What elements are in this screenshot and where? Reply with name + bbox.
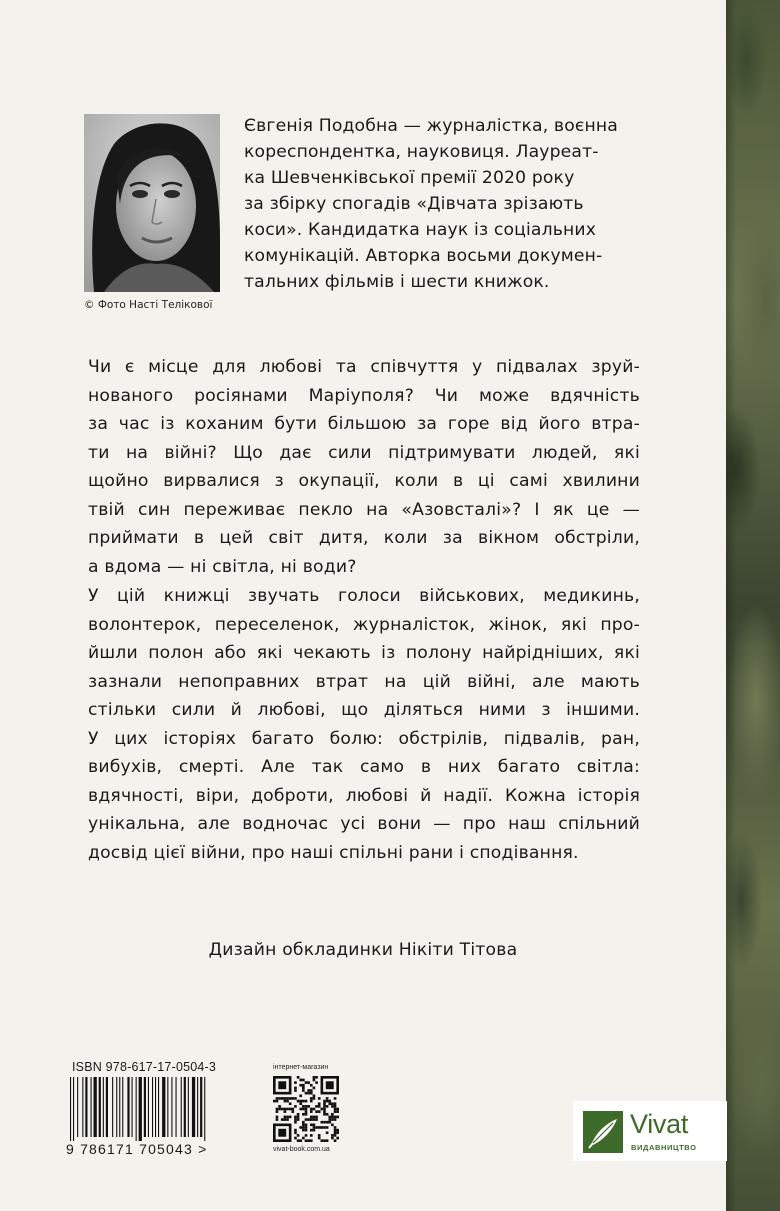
qr-module [294,1105,297,1108]
qr-module [302,1089,305,1092]
qr-module [291,1097,294,1100]
qr-module [334,1097,337,1100]
publisher-subtitle: ВИДАВНИЦТВО [631,1143,697,1152]
qr-module [294,1081,297,1084]
qr-module [313,1094,316,1097]
qr-module [299,1108,302,1111]
qr-module [334,1105,337,1108]
qr-module [315,1076,318,1079]
qr-module [313,1118,316,1121]
qr-module [331,1102,334,1105]
qr-module [331,1124,334,1127]
qr-module [326,1139,329,1142]
qr-module [315,1118,318,1121]
qr-module [334,1129,337,1132]
qr-module [313,1087,316,1090]
shop-label: інтернет-магазин [273,1064,329,1071]
qr-module [289,1102,292,1105]
bio-line: за збірку спогадів «Дівчата зрізають [244,194,584,214]
qr-module [318,1134,321,1137]
qr-module [310,1116,313,1119]
qr-module [326,1100,329,1103]
blurb-line: а вдома — ні світла, ні води? [88,556,357,577]
qr-finder [326,1081,334,1089]
author-bio [244,113,644,295]
qr-module [305,1134,308,1137]
qr-module [334,1110,337,1113]
qr-module [323,1105,326,1108]
qr-module [302,1129,305,1132]
barcode-bar [136,1077,137,1143]
qr-module [302,1100,305,1103]
qr-module [331,1105,334,1108]
qr-module [323,1121,326,1124]
qr-module [326,1097,329,1100]
qr-module [276,1118,279,1121]
qr-module [315,1081,318,1084]
bio-line: Євгенія Подобна — журналістка, воєнна [244,116,618,136]
barcode-bar [99,1077,101,1137]
qr-module [299,1102,302,1105]
qr-module [310,1139,313,1142]
qr-module [318,1137,321,1140]
qr-module [284,1110,287,1113]
barcode-bar [119,1077,120,1137]
qr-module [318,1110,321,1113]
qr-module [313,1097,316,1100]
qr-module [302,1105,305,1108]
qr-module [302,1124,305,1127]
qr-module [315,1110,318,1113]
qr-module [334,1126,337,1129]
qr-module [313,1116,316,1119]
bio-line: коси». Кандидатка наук із соціальних [244,220,597,240]
qr-module [291,1110,294,1113]
barcode-bar [188,1077,189,1137]
qr-module [310,1097,313,1100]
qr-finder [278,1129,286,1137]
qr-module [297,1134,300,1137]
qr-module [305,1126,308,1129]
barcode-bar [171,1077,172,1137]
qr-module [276,1116,279,1119]
barcode-bar [132,1077,133,1137]
barcode-bar [155,1077,156,1137]
qr-module [289,1108,292,1111]
qr-module [313,1129,316,1132]
qr-module [307,1105,310,1108]
qr-module [278,1105,281,1108]
blurb-line: приймати в цей світ дитя, коли за вікном обстріли, [88,528,640,548]
qr-module [307,1092,310,1095]
qr-module [307,1089,310,1092]
blurb-line: вибухів, смерті. Але так само в них багато світла: [88,757,640,777]
qr-module [305,1113,308,1116]
qr-module [310,1089,313,1092]
qr-module [315,1105,318,1108]
barcode-bar [106,1077,108,1137]
qr-module [310,1134,313,1137]
qr-module [326,1126,329,1129]
qr-module [305,1100,308,1103]
qr-module [318,1097,321,1100]
qr-module [302,1087,305,1090]
qr-module [336,1129,339,1132]
qr-module [318,1105,321,1108]
qr-module [294,1097,297,1100]
qr-module [326,1131,329,1134]
qr-module [310,1084,313,1087]
qr-module [318,1102,321,1105]
qr-module [305,1108,308,1111]
qr-module [321,1139,324,1142]
qr-module [310,1108,313,1111]
barcode-bar [116,1077,117,1137]
qr-module [299,1100,302,1103]
barcode-bar [197,1077,198,1137]
qr-module [278,1097,281,1100]
qr-module [328,1102,331,1105]
qr-module [323,1110,326,1113]
qr-module [336,1110,339,1113]
qr-module [310,1100,313,1103]
feather-icon [583,1111,623,1153]
blurb-line: унікальна, але водночас усі вони — про наш спільний [88,814,640,834]
qr-module [305,1118,308,1121]
qr-module [286,1118,289,1121]
qr-module [284,1116,287,1119]
blurb-line: за час із коханим бути більшою за горе від його втра- [88,414,640,434]
qr-module [294,1121,297,1124]
barcode-bar [176,1077,177,1137]
barcode-bar [144,1077,146,1137]
qr-module [302,1113,305,1116]
shop-url: vivat-book.com.ua [273,1146,330,1153]
blurb-line: волонтерок, переселенок, журналісток, жінок, які про- [88,614,640,635]
qr-module [323,1139,326,1142]
qr-module [286,1097,289,1100]
qr-module [299,1084,302,1087]
qr-module [323,1108,326,1111]
qr-module [273,1100,276,1103]
qr-module [294,1137,297,1140]
barcode-bar [70,1077,71,1143]
barcode-bar [91,1077,92,1137]
qr-module [331,1134,334,1137]
barcode-bar [82,1077,83,1137]
qr-module [328,1100,331,1103]
qr-module [334,1116,337,1119]
qr-module [331,1118,334,1121]
barcode-bar [94,1077,97,1137]
qr-module [276,1097,279,1100]
qr-module [305,1124,308,1127]
qr-module [334,1102,337,1105]
barcode [66,1077,244,1143]
qr-module [313,1124,316,1127]
qr-module [305,1105,308,1108]
qr-module [318,1126,321,1129]
qr-module [336,1116,339,1119]
qr-module [305,1110,308,1113]
qr-module [331,1137,334,1140]
qr-module [281,1097,284,1100]
qr-module [302,1126,305,1129]
qr-module [328,1118,331,1121]
qr-module [305,1092,308,1095]
qr-module [313,1079,316,1082]
qr-module [331,1116,334,1119]
barcode-bar [103,1077,104,1137]
qr-module [294,1116,297,1119]
barcode-bar [181,1077,182,1137]
qr-code[interactable] [273,1076,339,1142]
qr-module [326,1121,329,1124]
barcode-bar [85,1077,87,1137]
barcode-bar [139,1077,142,1143]
qr-module [284,1118,287,1121]
qr-module [297,1116,300,1119]
qr-module [276,1108,279,1111]
blurb-line: вдячності, віри, доброти, любові й надії. Кожна історія [88,785,640,806]
qr-module [326,1105,329,1108]
qr-module [310,1118,313,1121]
barcode-bar [152,1077,153,1137]
qr-module [302,1108,305,1111]
qr-module [302,1121,305,1124]
qr-module [307,1081,310,1084]
qr-module [294,1089,297,1092]
qr-module [284,1100,287,1103]
qr-module [278,1108,281,1111]
qr-module [302,1079,305,1082]
qr-module [284,1108,287,1111]
blurb-paragraph-1 [88,353,640,581]
barcode-bar [184,1077,186,1137]
qr-module [286,1108,289,1111]
qr-module [299,1126,302,1129]
qr-module [326,1113,329,1116]
qr-module [302,1137,305,1140]
qr-module [294,1087,297,1090]
bio-line: комунікацій. Авторка восьми докумен- [244,246,603,266]
author-photo [84,114,220,292]
qr-module [286,1100,289,1103]
bio-line: ка Шевченківської премії 2020 року [244,168,575,188]
qr-module [305,1139,308,1142]
qr-module [323,1100,326,1103]
barcode-bar [162,1077,165,1137]
qr-module [305,1129,308,1132]
qr-module [284,1097,287,1100]
qr-module [299,1139,302,1142]
qr-module [299,1079,302,1082]
qr-module [321,1121,324,1124]
blurb-line: ти на війні? Що дає сили підтримувати людей, які [88,442,640,463]
qr-module [334,1139,337,1142]
blurb-line: твій син переживає пекло на «Азовсталі»? І як це — [88,499,640,520]
blurb-line: щойно вирвалися з окупації, коли в ці самі хвилини [88,471,640,491]
qr-module [336,1131,339,1134]
bio-line: тальних фільмів і шести книжок. [244,272,550,292]
qr-module [336,1108,339,1111]
qr-module [299,1094,302,1097]
barcode-bar [167,1077,168,1137]
qr-module [297,1139,300,1142]
qr-module [313,1126,316,1129]
qr-module [294,1118,297,1121]
blurb-line: досвід цієї війни, про наші спільні рани і сподівання. [88,842,579,863]
qr-module [336,1137,339,1140]
blurb-line: зазнали непоправних втрат на цій війні, але мають [88,671,640,692]
qr-module [294,1131,297,1134]
qr-module [305,1081,308,1084]
qr-module [328,1116,331,1119]
qr-module [289,1116,292,1119]
qr-module [334,1118,337,1121]
qr-module [315,1126,318,1129]
barcode-bar [148,1077,149,1137]
qr-module [297,1113,300,1116]
blurb-line: У цих історіях багато болю: обстрілів, підвалів, ран, [88,728,640,749]
qr-module [334,1134,337,1137]
blurb-line: Чи є місце для любові та співчуття у підвалах зруй- [88,357,640,377]
qr-module [310,1129,313,1132]
qr-module [307,1139,310,1142]
barcode-bar [77,1077,78,1137]
qr-module [276,1110,279,1113]
isbn-label: ISBN 978-617-17-0504-3 [72,1060,217,1074]
qr-module [313,1108,316,1111]
design-credit: Дизайн обкладинки Нікіти Тітова [208,940,518,960]
qr-module [323,1102,326,1105]
photo-credit: © Фото Насті Телікової [84,299,213,311]
blurb-paragraph-2 [88,582,640,867]
blurb-line: йшли полон або які чекають із полону найрідніших, які [88,643,640,663]
barcode-bar [112,1077,113,1137]
qr-module [313,1076,316,1079]
qr-module [302,1084,305,1087]
qr-module [281,1108,284,1111]
blurb-line: стільки сили й любові, що діляться ними з іншими. [88,700,640,720]
qr-module [328,1121,331,1124]
barcode-bar [122,1077,123,1137]
barcode-bar [204,1077,205,1143]
qr-module [289,1097,292,1100]
qr-finder [278,1081,286,1089]
qr-module [334,1108,337,1111]
qr-module [310,1124,313,1127]
qr-module [286,1116,289,1119]
barcode-bar [158,1077,159,1137]
qr-module [297,1100,300,1103]
qr-module [315,1116,318,1119]
barcode-bar [127,1077,129,1137]
qr-module [323,1113,326,1116]
barcode-bar [200,1077,202,1137]
qr-module [297,1076,300,1079]
qr-module [321,1108,324,1111]
publisher-logo [573,1101,727,1161]
qr-module [334,1131,337,1134]
bio-line: кореспондентка, науковиця. Лауреат- [244,142,599,162]
qr-module [276,1100,279,1103]
qr-module [310,1110,313,1113]
qr-module [323,1126,326,1129]
qr-module [297,1118,300,1121]
blurb-line: У цій книжці звучать голоси військових, медикинь, [88,586,640,606]
spine-shadow [726,0,736,1211]
publisher-name: Vivat [630,1109,689,1139]
qr-module [331,1113,334,1116]
blurb-line: нованого росіянами Маріуполя? Чи може вдячність [88,385,640,406]
qr-module [281,1118,284,1121]
qr-module [307,1118,310,1121]
barcode-bar [192,1077,195,1137]
qr-module [321,1126,324,1129]
qr-module [310,1092,313,1095]
qr-module [294,1129,297,1132]
barcode-bar [73,1077,74,1143]
barcode-digits: 9 786171 705043 > [66,1141,244,1157]
qr-module [291,1108,294,1111]
